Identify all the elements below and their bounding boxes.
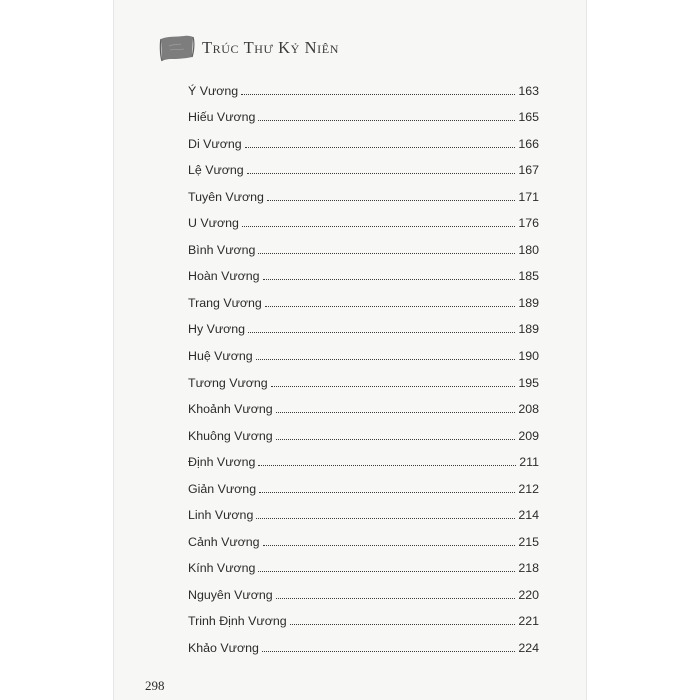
- dot-leader: [276, 411, 516, 413]
- toc-entry-page: 195: [518, 375, 539, 390]
- dot-leader: [262, 650, 515, 652]
- toc-entry[interactable]: [188, 179, 539, 206]
- toc-entry-page: 176: [518, 216, 539, 231]
- page-number: 298: [145, 678, 165, 693]
- toc-entry-page: 189: [518, 322, 539, 337]
- toc-entry-name: Định Vương: [188, 455, 256, 470]
- toc-entry-page: 214: [518, 508, 539, 523]
- toc-entry[interactable]: [188, 524, 539, 551]
- scroll-icon: [158, 33, 196, 63]
- toc-entry-page: 211: [519, 455, 539, 470]
- dot-leader: [265, 305, 515, 307]
- toc-entry[interactable]: [188, 232, 539, 259]
- dot-leader: [267, 199, 515, 201]
- dot-leader: [245, 146, 516, 148]
- toc-entry-page: 220: [518, 587, 539, 602]
- toc-entry[interactable]: [188, 126, 539, 153]
- dot-leader: [258, 119, 515, 121]
- toc-entry[interactable]: [188, 630, 539, 657]
- toc-entry[interactable]: [188, 418, 539, 445]
- toc-entry-name: Tương Vương: [188, 375, 268, 390]
- toc-entry-page: 212: [518, 481, 539, 496]
- toc-entry[interactable]: [188, 577, 539, 604]
- toc-entry-name: Ý Vương: [188, 83, 239, 98]
- toc-entry-page: 167: [518, 163, 539, 178]
- toc-entry-name: Huệ Vương: [188, 349, 253, 364]
- toc-entry-page: 189: [518, 295, 539, 310]
- dot-leader: [242, 225, 515, 227]
- toc-entry-page: 180: [518, 242, 539, 257]
- dot-leader: [290, 623, 516, 625]
- dot-leader: [241, 93, 515, 95]
- toc-entry-name: Bình Vương: [188, 242, 256, 257]
- toc-entry-name: Trinh Định Vương: [188, 614, 287, 629]
- dot-leader: [271, 385, 516, 387]
- toc-entry-page: 165: [518, 110, 539, 125]
- toc-entry[interactable]: [188, 445, 539, 472]
- toc-entry-name: Trang Vương: [188, 295, 262, 310]
- toc-entry-page: 163: [518, 83, 539, 98]
- dot-leader: [248, 331, 515, 333]
- toc-entry[interactable]: [188, 153, 539, 180]
- toc-entry-name: Nguyên Vương: [188, 587, 273, 602]
- toc-entry-page: 190: [518, 349, 539, 364]
- dot-leader: [247, 172, 516, 174]
- toc-entry[interactable]: [188, 285, 539, 312]
- dot-leader: [258, 570, 515, 572]
- toc-entry[interactable]: [188, 604, 539, 631]
- toc-entry-name: U Vương: [188, 216, 239, 231]
- toc-entry-name: Linh Vương: [188, 508, 254, 523]
- dot-leader: [276, 438, 516, 440]
- toc-entry-name: Hy Vương: [188, 322, 246, 337]
- table-of-contents: [188, 73, 539, 657]
- toc-entry[interactable]: [188, 551, 539, 578]
- toc-entry-page: 221: [518, 614, 539, 629]
- dot-leader: [258, 252, 515, 254]
- book-title: Trúc Thư Kỷ Niên: [202, 38, 339, 57]
- toc-entry-name: Cảnh Vương: [188, 534, 260, 549]
- toc-entry-page: 185: [518, 269, 539, 284]
- toc-entry-name: Giản Vương: [188, 481, 257, 496]
- running-header: [158, 30, 339, 66]
- dot-leader: [263, 278, 516, 280]
- toc-entry[interactable]: [188, 100, 539, 127]
- toc-entry-name: Lệ Vương: [188, 163, 244, 178]
- toc-entry[interactable]: [188, 338, 539, 365]
- toc-entry-name: Khuông Vương: [188, 428, 273, 443]
- toc-entry-page: 218: [518, 561, 539, 576]
- dot-leader: [256, 358, 516, 360]
- toc-entry-page: 209: [518, 428, 539, 443]
- toc-entry[interactable]: [188, 498, 539, 525]
- toc-entry-name: Di Vương: [188, 136, 242, 151]
- dot-leader: [259, 491, 515, 493]
- toc-entry[interactable]: [188, 312, 539, 339]
- toc-entry-name: Khoảnh Vương: [188, 402, 273, 417]
- dot-leader: [263, 544, 516, 546]
- toc-entry-page: 166: [518, 136, 539, 151]
- dot-leader: [276, 597, 516, 599]
- toc-entry[interactable]: [188, 471, 539, 498]
- dot-leader: [256, 517, 515, 519]
- toc-entry-name: Khảo Vương: [188, 641, 259, 656]
- toc-entry-page: 171: [518, 189, 539, 204]
- toc-entry-name: Hoàn Vương: [188, 269, 260, 284]
- toc-entry-name: Tuyên Vương: [188, 189, 264, 204]
- toc-entry-name: Kính Vương: [188, 561, 256, 576]
- toc-entry[interactable]: [188, 392, 539, 419]
- toc-entry-page: 215: [518, 534, 539, 549]
- toc-entry-page: 224: [518, 641, 539, 656]
- toc-entry[interactable]: [188, 73, 539, 100]
- toc-entry[interactable]: [188, 365, 539, 392]
- dot-leader: [258, 464, 516, 466]
- toc-entry[interactable]: [188, 259, 539, 286]
- toc-entry-page: 208: [518, 402, 539, 417]
- toc-entry-name: Hiếu Vương: [188, 110, 256, 125]
- toc-entry[interactable]: [188, 206, 539, 233]
